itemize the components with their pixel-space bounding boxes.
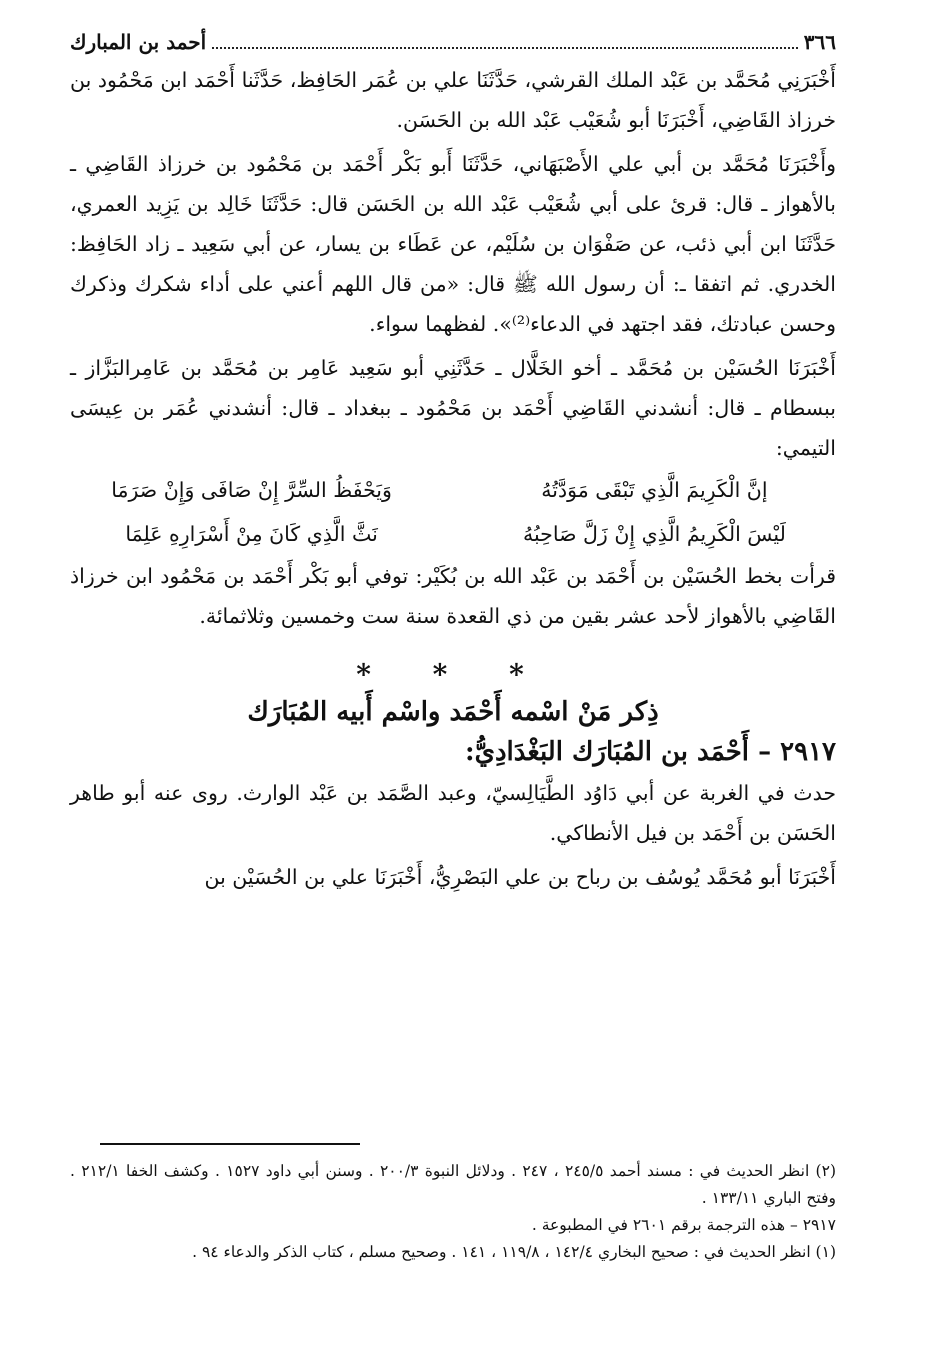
page-number: ٣٦٦	[803, 30, 836, 54]
closing-paragraph: قرأت بخط الحُسَيْن بن أَحْمَد بن عَبْد الله بن بُكَيْر: توفي أبو بَكْر أَحْمَد بن مَحْمُود ابن خرزاذ القَاضِي بالأهواز لأحد عشر بقين من ذي القعدة سنة ست وخمسين وثلاثمائة.	[70, 564, 836, 628]
verse-hemistich-second: وَيَحْفَظُ السِّرَّ إِنْ صَافَى وَإِنْ صَرَمَا	[111, 478, 392, 502]
section-title: ذِكر مَنْ اسْمه أَحْمَد واسْم أَبيه المُبَارَك	[247, 697, 659, 727]
poem-verse-2	[70, 512, 836, 556]
verse-hemistich-first: إنَّ الْكَرِيمَ الَّذِي تَبْقَى مَوَدَّتُهُ	[541, 478, 768, 502]
footnote: ٢٩١٧ – هذه الترجمة برقم ٢٦٠١ في المطبوعة .	[531, 1216, 836, 1234]
running-title: أحمد بن المبارك	[70, 30, 207, 54]
verse-hemistich-second: نَثَّ الَّذِي كَانَ مِنْ أَسْرَارِهِ عَلِمَا	[125, 522, 378, 546]
entry-title: ٢٩١٧ – أَحْمَد بن المُبَارَك البَغْدَادِيُّ:	[465, 737, 836, 767]
leader-dots	[212, 33, 798, 49]
section-separator-stars: * * *	[356, 658, 550, 691]
poem-verse-1	[70, 468, 836, 512]
running-head	[70, 30, 836, 60]
paragraph-2: وأَخْبَرَنَا مُحَمَّد بن أبي علي الأَصْبَهَاني، حَدَّثَنَا أَبو بَكْر أَحْمَد بن مَحْمُود بن خرزاذ القَاضِي ـ بالأهواز ـ قال: قرئ على أبي شُعَيْب عَبْد الله بن الحَسَن قال: حَدَّثَنَا خَالِد بن يَزِيد العمري، حَدَّثَنَا ابن أبي ذئب، عن صَفْوَان بن سُلَيْم، عن عَطَاء بن يسار، عن أبي سَعِيد ـ زاد الحَافِظ: الخدري. ثم اتفقا ـ: أن رسول الله ﷺ قال: «من قال اللهم أعني على أداء شكرك وذكرك وحسن عبادتك، فقد اجتهد في الدعاء⁽²⁾». لفظهما سواء.	[70, 152, 836, 336]
footnote-divider	[100, 1143, 360, 1145]
entry-paragraph-2: أَخْبَرَنَا أبو مُحَمَّد يُوسُف بن رباح بن علي البَصْرِيُّ، أَخْبَرَنَا علي بن الحُسَيْن بن	[204, 865, 836, 889]
footnotes	[70, 1158, 836, 1266]
paragraph-3: أَخْبَرَنَا الحُسَيْن بن مُحَمَّد ـ أخو الخَلَّال ـ حَدَّثَنِي أبو سَعِيد عَامِر بن مُحَمَّد بن عَامِرالبَزَّاز ـ ببسطام ـ قال: أنشدني القَاضِي أَحْمَد بن مَحْمُود ـ ببغداد ـ قال: أنشدني عُمَر بن عِيسَى التيمي:	[70, 356, 836, 460]
entry-paragraph-1: حدث في الغربة عن أبي دَاوُد الطَّيَالِسيّ، وعبد الصَّمَد بن عَبْد الوارث. روى عنه أبو طاهر الحَسَن بن أَحْمَد بن فيل الأنطاكي.	[70, 781, 836, 845]
verse-hemistich-first: لَيْسَ الْكَرِيمُ الَّذِي إِنْ زَلَّ صَاحِبُهُ	[522, 522, 786, 546]
footnote: (١) انظر الحديث في : صحيح البخاري ١٤٢/٤ ، ١١٩/٨ ، ١٤١ . وصحيح مسلم ، كتاب الذكر والدعاء ٩٤ .	[192, 1243, 836, 1261]
footnote: (٢) انظر الحديث في : مسند أحمد ٢٤٥/٥ ، ٢٤٧ . ودلائل النبوة ٢٠٠/٣ . وسنن أبي داود ١٥٢٧ . وكشف الخفا ٢١٢/١ . وفتح الباري ١٣٣/١١ .	[70, 1162, 836, 1207]
page-body	[70, 30, 836, 897]
paragraph-1: أَخْبَرَنِي مُحَمَّد بن عَبْد الملك القرشي، حَدَّثَنَا علي بن عُمَر الحَافِظ، حَدَّثَنا أَحْمَد ابن مَحْمُود بن خرزاذ القَاضِي، أَخْبَرَنَا أبو شُعَيْب عَبْد الله بن الحَسَن.	[70, 68, 836, 132]
